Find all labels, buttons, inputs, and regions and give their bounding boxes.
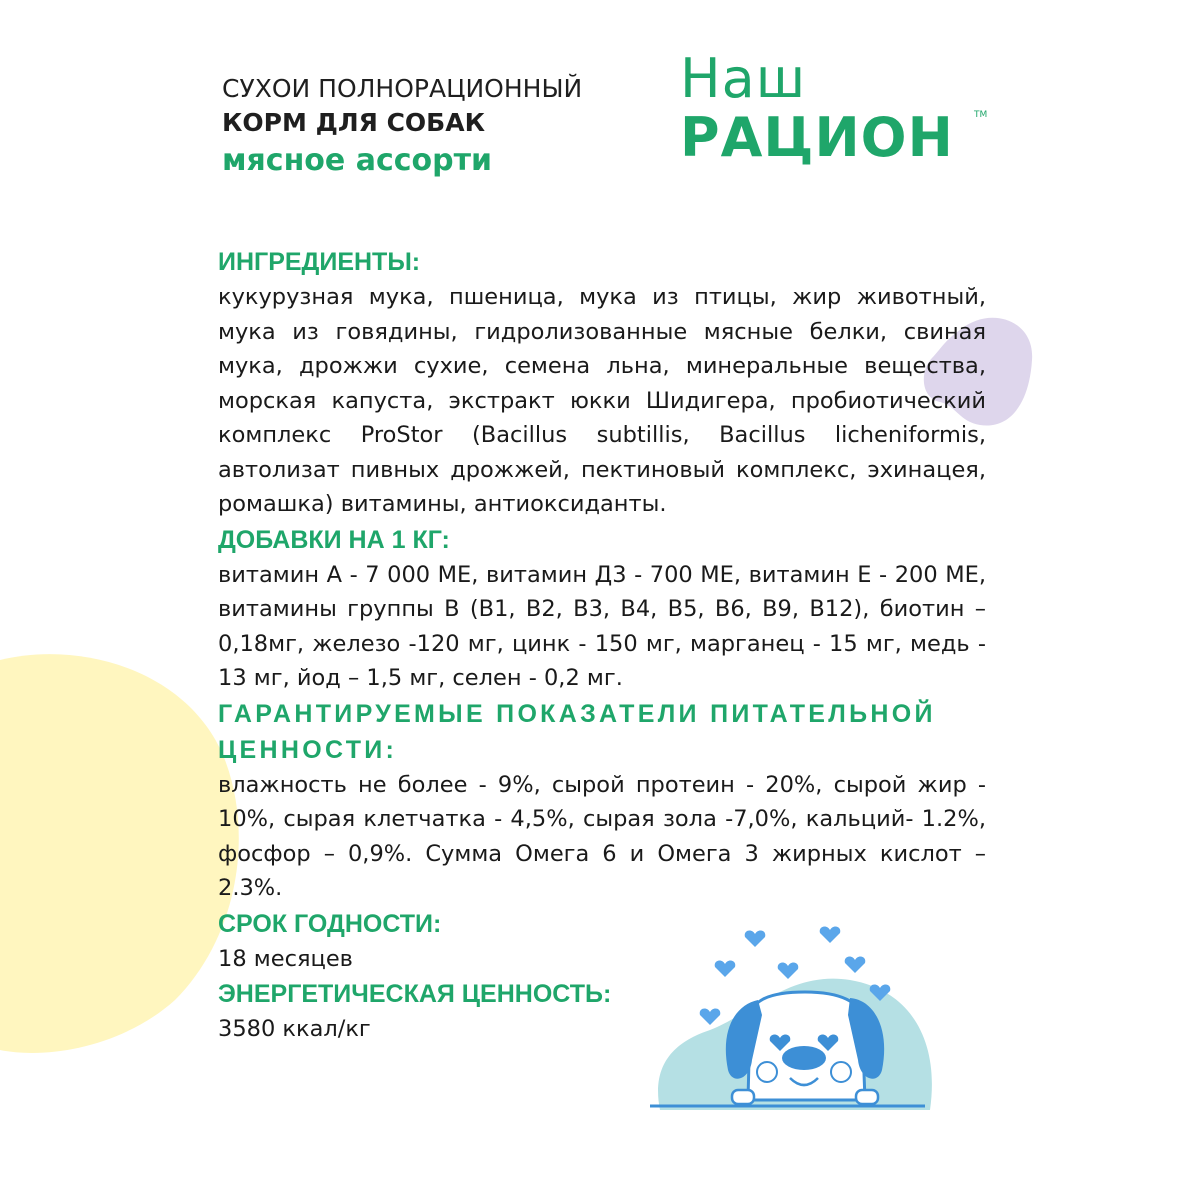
energy-title: ЭНЕРГЕТИЧЕСКАЯ ЦЕННОСТЬ: <box>218 980 612 1008</box>
header-line-2: КОРМ ДЛЯ СОБАК <box>222 108 486 137</box>
trademark-mark: TM <box>974 110 988 120</box>
ingredients-title: ИНГРЕДИЕНТЫ: <box>218 248 421 276</box>
header-line-1: СУХОИ ПОЛНОРАЦИОННЫЙ <box>222 74 583 103</box>
shelf-life-title: СРОК ГОДНОСТИ: <box>218 909 442 938</box>
ingredients-text: кукурузная мука, пшеница, мука из птицы, жир животный, мука из говядины, гидролизованные мясные белки, свиная мука, дрожжи сухие, семена льна, минеральные вещества, морская капуста, экстракт юкки Шидигера, пробиотический комплекс ProStor (Bacillus subtillis, Bacillus licheniformis, автолизат пивных дрожжей, пектиновый комплекс, эхинацея, ромашка) витамины, антиоксиданты. <box>218 284 986 517</box>
shelf-life-text: 18 месяцев <box>218 945 353 972</box>
product-header <box>222 72 582 182</box>
nutrition-title: ГАРАНТИРУЕМЫЕ ПОКАЗАТЕЛИ ПИТАТЕЛЬНОЙ ЦЕННОСТИ: <box>218 699 936 764</box>
header-flavor: мясное ассорти <box>222 143 492 178</box>
brand-logo <box>680 47 988 169</box>
logo-line-2: РАЦИОН <box>680 106 954 169</box>
logo-line-1: Наш <box>680 47 807 110</box>
nutrition-text: влажность не более - 9%, сырой протеин - 20%, сырой жир - 10%, сырая клетчатка - 4,5%, сырая зола -7,0%, кальций- 1.2%, фосфор – 0,9%. Сумма Омега 6 и Омега 3 жирных кислот – 2.3%. <box>218 771 986 901</box>
additives-text: витамин А - 7 000 МЕ, витамин Д3 - 700 МЕ, витамин Е - 200 МЕ, витамины группы В (В1, В2, В3, В4, В5, В6, В9, В12), биотин – 0,18мг, железо -120 мг, цинк - 150 мг, марганец - 15 мг, медь - 13 мг, йод – 1,5 мг, селен - 0,2 мг. <box>218 561 986 691</box>
additives-title: ДОБАВКИ НА 1 КГ: <box>218 525 450 554</box>
energy-text: 3580 ккал/кг <box>218 1016 371 1042</box>
product-info <box>218 244 986 1047</box>
